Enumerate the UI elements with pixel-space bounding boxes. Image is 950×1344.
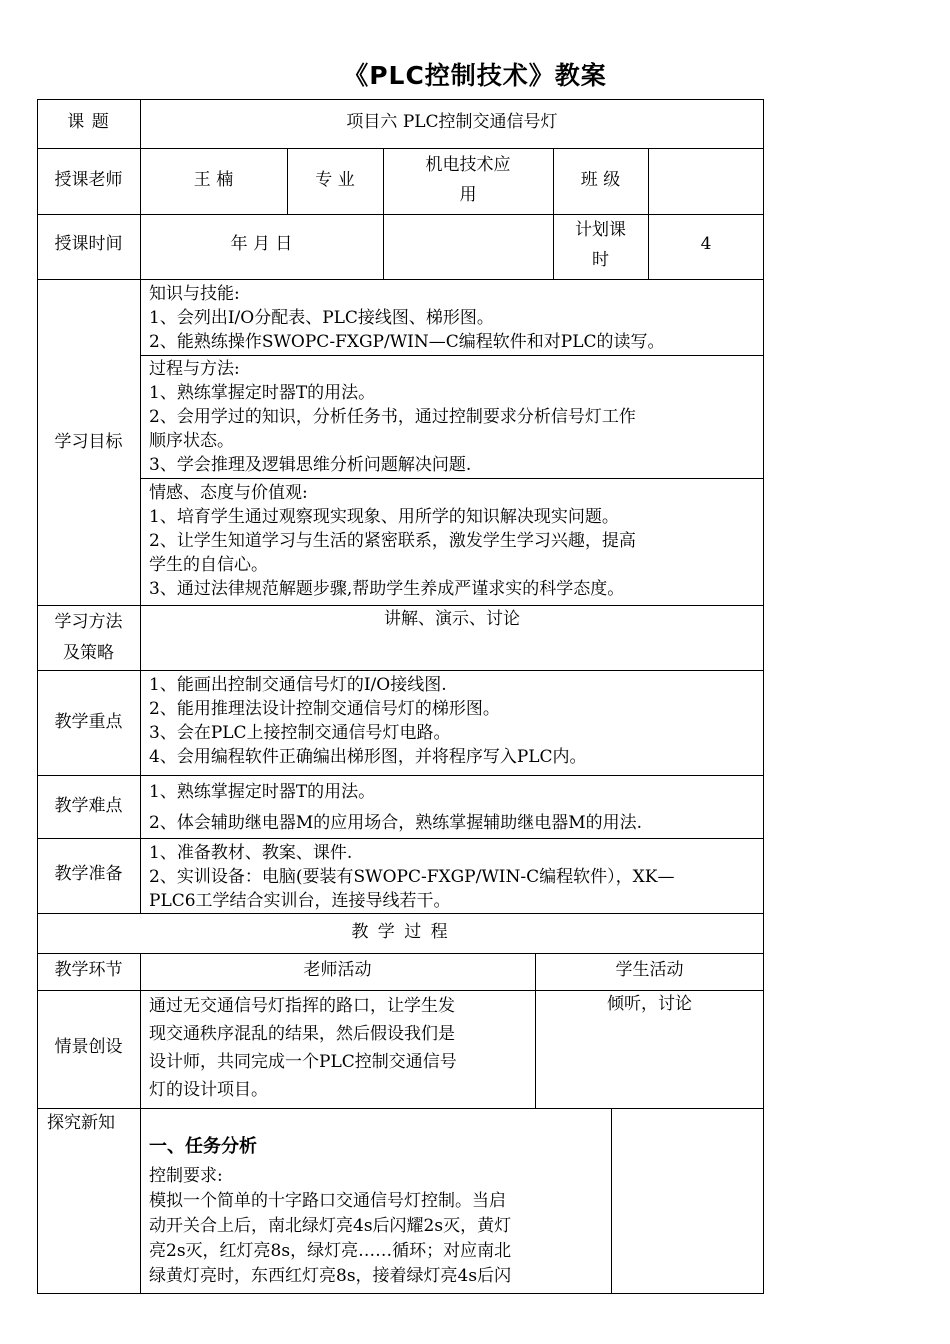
preparation-item-1: 1、准备教材、教案、课件.	[149, 843, 353, 863]
knowledge-item-2: 2、能熟练操作SWOPC-FXGP/WIN—C编程软件和对PLC的读写。	[149, 332, 665, 352]
topic-value: 项目六 PLC控制交通信号灯	[346, 112, 558, 132]
knowledge-item-1: 1、会列出I/O分配表、PLC接线图、梯形图。	[149, 308, 494, 328]
explore-line-2: 模拟一个简单的十字路口交通信号灯控制。当启	[149, 1191, 506, 1211]
explore-line-1: 控制要求:	[149, 1166, 223, 1186]
scenario-line-3: 设计师，共同完成一个PLC控制交通信号	[149, 1052, 457, 1072]
emotion-item-1: 1、培育学生通过观察现实现象、用所学的知识解决现实问题。	[149, 507, 619, 527]
emotion-heading: 情感、态度与价值观:	[149, 483, 308, 503]
topic-label: 课 题	[67, 112, 110, 132]
planned-hours-label	[553, 215, 648, 275]
preparation-list	[149, 841, 674, 913]
process-heading: 过程与方法:	[149, 359, 240, 379]
explore-heading: 一、任务分析	[149, 1136, 257, 1157]
document-title: 《PLC控制技术》教案	[343, 61, 607, 90]
explore-line-5: 绿黄灯亮时，东西红灯亮8s，接着绿灯亮4s后闪	[149, 1266, 512, 1286]
major-label: 专 业	[315, 170, 355, 190]
explore-line-3: 动开关合上后，南北绿灯亮4s后闪耀2s灭，黄灯	[149, 1216, 512, 1236]
class-label: 班 级	[580, 170, 621, 190]
methods-label-line1: 学习方法	[54, 612, 123, 632]
key-point-2: 2、能用推理法设计控制交通信号灯的梯形图。	[149, 699, 500, 719]
explore-line-4: 亮2s灭，红灯亮8s，绿灯亮……循环；对应南北	[149, 1241, 512, 1261]
key-point-3: 3、会在PLC上接控制交通信号灯电路。	[149, 723, 451, 743]
key-points-label: 教学重点	[54, 712, 123, 732]
objectives-emotion	[149, 481, 636, 601]
process-header: 教 学 过 程	[351, 922, 450, 942]
key-point-1: 1、能画出控制交通信号灯的I/O接线图.	[149, 675, 447, 695]
preparation-item-2: 2、实训设备：电脑(要装有SWOPC-FXGP/WIN-C编程软件），XK—	[149, 867, 675, 887]
process-item-2-cont: 顺序状态。	[149, 431, 234, 451]
scenario-line-2: 现交通秩序混乱的结果，然后假设我们是	[149, 1024, 455, 1044]
objectives-knowledge	[149, 282, 665, 354]
difficulties-list	[149, 777, 642, 839]
difficulty-2: 2、体会辅助继电器M的应用场合，熟练掌握辅助继电器M的用法.	[149, 813, 643, 833]
objectives-process	[149, 357, 636, 477]
col-student-activity: 学生活动	[615, 960, 684, 980]
col-teacher-activity: 老师活动	[303, 960, 372, 980]
preparation-item-2-cont: PLC6工学结合实训台，连接导线若干。	[149, 891, 451, 911]
teacher-label: 授课老师	[54, 170, 123, 190]
time-label: 授课时间	[54, 234, 123, 254]
difficulties-label: 教学难点	[54, 796, 123, 816]
scenario-teacher-activity	[149, 992, 457, 1104]
key-point-4: 4、会用编程软件正确编出梯形图，并将程序写入PLC内。	[149, 747, 587, 767]
process-item-1: 1、熟练掌握定时器T的用法。	[149, 383, 376, 403]
teacher-name: 王 楠	[193, 170, 234, 190]
emotion-item-3: 3、通过法律规范解题步骤,帮助学生养成严谨求实的科学态度。	[149, 579, 625, 599]
preparation-label: 教学准备	[54, 864, 123, 884]
process-item-2: 2、会用学过的知识，分析任务书，通过控制要求分析信号灯工作	[149, 407, 636, 427]
major-value-line2: 用	[459, 185, 477, 205]
methods-value: 讲解、演示、讨论	[384, 609, 520, 629]
objectives-label: 学习目标	[54, 432, 123, 452]
key-points-list	[149, 673, 587, 769]
explore-body	[149, 1164, 511, 1289]
col-stage: 教学环节	[54, 960, 123, 980]
major-value	[383, 150, 553, 210]
difficulty-1: 1、熟练掌握定时器T的用法。	[149, 782, 376, 802]
knowledge-heading: 知识与技能:	[149, 284, 240, 304]
major-value-line1: 机电技术应	[425, 155, 511, 175]
methods-label-line2: 及策略	[63, 643, 114, 663]
planned-hours-label-line2: 时	[592, 250, 609, 270]
planned-hours-value: 4	[700, 234, 712, 254]
process-item-3: 3、学会推理及逻辑思维分析问题解决问题.	[149, 455, 472, 475]
explore-label: 探究新知	[47, 1113, 115, 1133]
scenario-line-4: 灯的设计项目。	[149, 1080, 268, 1100]
scenario-line-1: 通过无交通信号灯指挥的路口，让学生发	[149, 996, 455, 1016]
emotion-item-2-cont: 学生的自信心。	[149, 555, 268, 575]
scenario-student-activity: 倾听，讨论	[607, 994, 692, 1014]
emotion-item-2: 2、让学生知道学习与生活的紧密联系，激发学生学习兴趣，提高	[149, 531, 636, 551]
methods-label	[37, 607, 140, 669]
planned-hours-label-line1: 计划课	[575, 220, 626, 240]
scenario-label: 情景创设	[54, 1037, 123, 1057]
lesson-date: 年 月 日	[230, 234, 293, 254]
